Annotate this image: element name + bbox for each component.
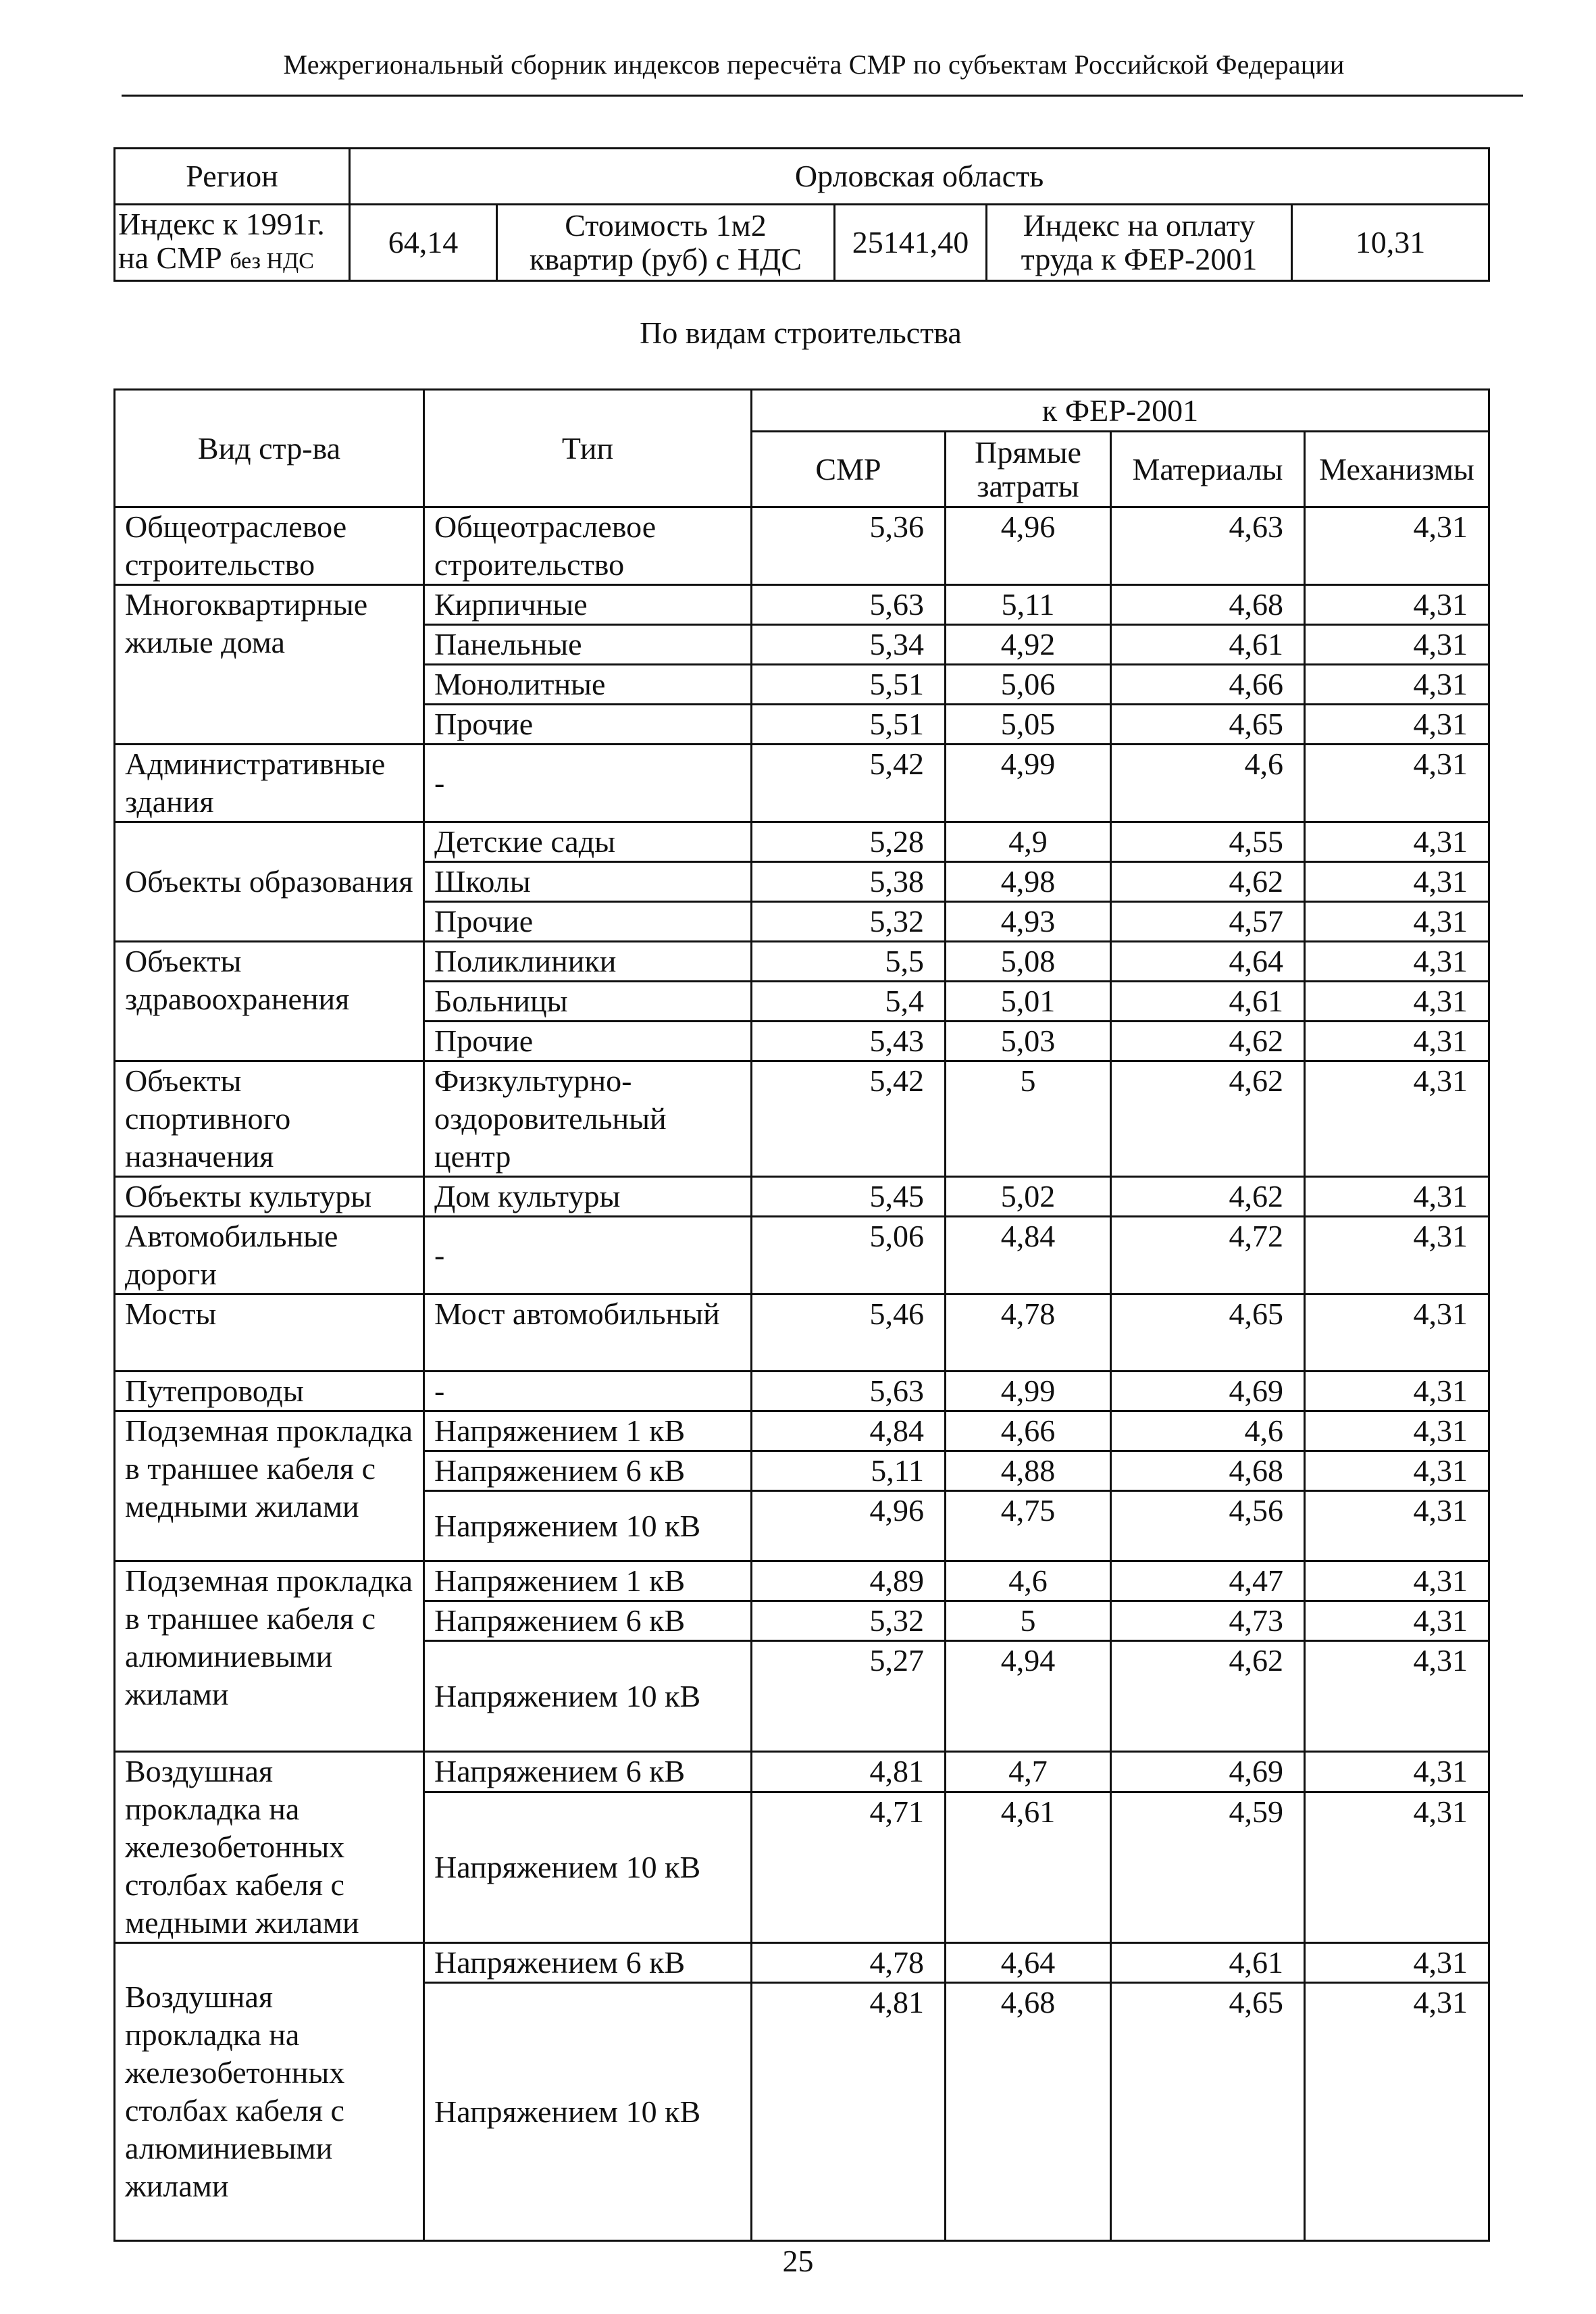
value-direct: 4,61: [946, 1792, 1111, 1942]
value-direct: 4,66: [946, 1411, 1111, 1451]
value-smr: 5,46: [752, 1294, 946, 1372]
value-materials: 4,64: [1111, 942, 1305, 982]
header-direct: Прямые затраты: [946, 432, 1111, 507]
header-materials: Материалы: [1111, 432, 1305, 507]
value-machines: 4,31: [1305, 585, 1489, 625]
value-machines: 4,31: [1305, 822, 1489, 862]
construction-type: Дом культуры: [424, 1177, 752, 1217]
value-materials: 4,55: [1111, 822, 1305, 862]
value-direct: 4,92: [946, 625, 1111, 665]
table-row: [115, 585, 1489, 625]
value-machines: 4,31: [1305, 507, 1489, 585]
region-index-row: [115, 205, 1489, 281]
value-machines: 4,31: [1305, 1372, 1489, 1411]
page-header-title: Межрегиональный сборник индексов пересчёта СМР по субъектам Российской Федерации: [283, 49, 1345, 80]
table-row: [115, 1177, 1489, 1217]
index-label-line2: на СМР: [118, 240, 222, 275]
value-direct: 5: [946, 1601, 1111, 1641]
construction-type: Прочие: [424, 902, 752, 942]
value-materials: 4,72: [1111, 1217, 1305, 1294]
value-materials: 4,47: [1111, 1561, 1305, 1601]
index-label-line1: Индекс к 1991г.: [118, 206, 325, 241]
value-machines: 4,31: [1305, 1177, 1489, 1217]
value-machines: 4,31: [1305, 862, 1489, 902]
value-smr: 5,27: [752, 1641, 946, 1752]
value-materials: 4,69: [1111, 1752, 1305, 1792]
construction-kind: Мосты: [115, 1294, 424, 1372]
value-smr: 5,45: [752, 1177, 946, 1217]
labor-label-line2: труда к ФЕР-2001: [1021, 242, 1258, 276]
value-direct: 4,78: [946, 1294, 1111, 1372]
value-direct: 5,05: [946, 705, 1111, 745]
value-materials: 4,68: [1111, 585, 1305, 625]
value-direct: 5,08: [946, 942, 1111, 982]
cost-value: 25141,40: [835, 205, 987, 281]
header-fer-group: к ФЕР-2001: [752, 390, 1489, 432]
value-direct: 4,98: [946, 862, 1111, 902]
value-machines: 4,31: [1305, 1294, 1489, 1372]
value-direct: 4,9: [946, 822, 1111, 862]
construction-type: Прочие: [424, 705, 752, 745]
table-row: [115, 1561, 1489, 1601]
value-smr: 4,71: [752, 1792, 946, 1942]
value-smr: 4,84: [752, 1411, 946, 1451]
table-row: [115, 1061, 1489, 1177]
value-machines: 4,31: [1305, 902, 1489, 942]
value-smr: 4,78: [752, 1943, 946, 1983]
region-label: Регион: [115, 149, 350, 205]
value-smr: 5,42: [752, 1061, 946, 1177]
value-materials: 4,61: [1111, 625, 1305, 665]
value-direct: 4,94: [946, 1641, 1111, 1752]
table-row: [115, 1372, 1489, 1411]
construction-type: Кирпичные: [424, 585, 752, 625]
value-machines: 4,31: [1305, 1561, 1489, 1601]
value-materials: 4,68: [1111, 1451, 1305, 1491]
construction-kind: Подземная прокладка в траншее кабеля с медными жилами: [115, 1411, 424, 1561]
value-smr: 4,81: [752, 1752, 946, 1792]
section-title: По видам строительства: [640, 316, 962, 350]
value-machines: 4,31: [1305, 1641, 1489, 1752]
value-materials: 4,59: [1111, 1792, 1305, 1942]
value-machines: 4,31: [1305, 625, 1489, 665]
construction-type: Напряжением 10 кВ: [424, 1491, 752, 1561]
value-materials: 4,65: [1111, 1983, 1305, 2241]
value-materials: 4,62: [1111, 1177, 1305, 1217]
header-rule: [122, 95, 1523, 97]
value-materials: 4,73: [1111, 1601, 1305, 1641]
value-machines: 4,31: [1305, 1983, 1489, 2241]
table-row: [115, 1411, 1489, 1451]
value-smr: 5,36: [752, 507, 946, 585]
value-machines: 4,31: [1305, 1411, 1489, 1451]
value-smr: 5,42: [752, 745, 946, 822]
construction-type: Напряжением 6 кВ: [424, 1943, 752, 1983]
value-materials: 4,62: [1111, 1641, 1305, 1752]
cost-label: [497, 205, 835, 281]
header-type: Тип: [424, 390, 752, 507]
coefficients-table: [113, 388, 1490, 2242]
value-direct: 4,99: [946, 745, 1111, 822]
header-kind: Вид стр-ва: [115, 390, 424, 507]
construction-kind: Общеотраслевое строительство: [115, 507, 424, 585]
construction-type: Прочие: [424, 1022, 752, 1061]
construction-type: Напряжением 6 кВ: [424, 1451, 752, 1491]
value-materials: 4,61: [1111, 982, 1305, 1022]
value-direct: 5,06: [946, 665, 1111, 705]
value-smr: 4,96: [752, 1491, 946, 1561]
table-row: [115, 507, 1489, 585]
value-direct: 4,84: [946, 1217, 1111, 1294]
value-direct: 5,02: [946, 1177, 1111, 1217]
labor-value: 10,31: [1292, 205, 1489, 281]
labor-label-line1: Индекс на оплату: [1023, 208, 1256, 243]
construction-type: Детские сады: [424, 822, 752, 862]
construction-type: Напряжением 6 кВ: [424, 1752, 752, 1792]
table-row: [115, 1294, 1489, 1372]
value-machines: 4,31: [1305, 1451, 1489, 1491]
construction-type: Напряжением 10 кВ: [424, 1792, 752, 1942]
value-materials: 4,62: [1111, 862, 1305, 902]
cost-label-line2: квартир (руб) с НДС: [529, 242, 802, 276]
construction-kind: Подземная прокладка в траншее кабеля с алюминиевыми жилами: [115, 1561, 424, 1752]
construction-type: Напряжением 10 кВ: [424, 1983, 752, 2241]
construction-type: Напряжением 10 кВ: [424, 1641, 752, 1752]
construction-kind: Объекты здравоохранения: [115, 942, 424, 1061]
construction-type: Физкультурно-оздоровительный центр: [424, 1061, 752, 1177]
page-number: 25: [782, 2244, 814, 2278]
value-smr: 5,4: [752, 982, 946, 1022]
value-direct: 4,88: [946, 1451, 1111, 1491]
value-smr: 5,32: [752, 1601, 946, 1641]
value-materials: 4,61: [1111, 1943, 1305, 1983]
construction-type: -: [424, 1217, 752, 1294]
construction-kind: Автомобильные дороги: [115, 1217, 424, 1294]
value-smr: 5,38: [752, 862, 946, 902]
value-materials: 4,62: [1111, 1022, 1305, 1061]
value-machines: 4,31: [1305, 745, 1489, 822]
labor-label: [987, 205, 1292, 281]
construction-type: Школы: [424, 862, 752, 902]
value-machines: 4,31: [1305, 982, 1489, 1022]
region-row: [115, 149, 1489, 205]
construction-type: -: [424, 745, 752, 822]
construction-type: -: [424, 1372, 752, 1411]
value-machines: 4,31: [1305, 665, 1489, 705]
value-smr: 5,11: [752, 1451, 946, 1491]
value-smr: 5,51: [752, 665, 946, 705]
value-materials: 4,65: [1111, 705, 1305, 745]
table-row: [115, 745, 1489, 822]
value-smr: 5,06: [752, 1217, 946, 1294]
header-smr: СМР: [752, 432, 946, 507]
value-smr: 5,32: [752, 902, 946, 942]
value-direct: 4,7: [946, 1752, 1111, 1792]
value-machines: 4,31: [1305, 1752, 1489, 1792]
value-materials: 4,56: [1111, 1491, 1305, 1561]
value-direct: 5,01: [946, 982, 1111, 1022]
value-smr: 5,28: [752, 822, 946, 862]
value-direct: 5,11: [946, 585, 1111, 625]
construction-type: Напряжением 1 кВ: [424, 1561, 752, 1601]
table-header-row: [115, 390, 1489, 432]
construction-type: Общеотраслевое строительство: [424, 507, 752, 585]
value-smr: 5,34: [752, 625, 946, 665]
value-machines: 4,31: [1305, 1601, 1489, 1641]
value-smr: 5,43: [752, 1022, 946, 1061]
construction-kind: Объекты культуры: [115, 1177, 424, 1217]
value-materials: 4,6: [1111, 745, 1305, 822]
value-direct: 4,75: [946, 1491, 1111, 1561]
value-smr: 5,63: [752, 1372, 946, 1411]
value-direct: 4,68: [946, 1983, 1111, 2241]
value-materials: 4,62: [1111, 1061, 1305, 1177]
construction-type: Больницы: [424, 982, 752, 1022]
value-smr: 5,63: [752, 585, 946, 625]
value-materials: 4,69: [1111, 1372, 1305, 1411]
region-name: Орловская область: [350, 149, 1489, 205]
value-direct: 4,93: [946, 902, 1111, 942]
table-row: [115, 942, 1489, 982]
construction-type: Панельные: [424, 625, 752, 665]
construction-type: Напряжением 1 кВ: [424, 1411, 752, 1451]
value-machines: 4,31: [1305, 705, 1489, 745]
value-machines: 4,31: [1305, 1792, 1489, 1942]
value-machines: 4,31: [1305, 942, 1489, 982]
header-machines: Механизмы: [1305, 432, 1489, 507]
cost-label-line1: Стоимость 1м2: [565, 208, 767, 243]
value-machines: 4,31: [1305, 1022, 1489, 1061]
index-label: [115, 205, 350, 281]
construction-kind: Многоквартирные жилые дома: [115, 585, 424, 745]
construction-kind: Объекты образования: [115, 822, 424, 942]
value-materials: 4,65: [1111, 1294, 1305, 1372]
value-direct: 4,96: [946, 507, 1111, 585]
table-row: [115, 1752, 1489, 1792]
construction-kind: Объекты спортивного назначения: [115, 1061, 424, 1177]
value-materials: 4,6: [1111, 1411, 1305, 1451]
value-direct: 5: [946, 1061, 1111, 1177]
index-label-note: без НДС: [230, 248, 314, 274]
table-row: [115, 822, 1489, 862]
value-smr: 5,51: [752, 705, 946, 745]
construction-type: Напряжением 6 кВ: [424, 1601, 752, 1641]
construction-kind: Путепроводы: [115, 1372, 424, 1411]
region-table: [113, 147, 1490, 282]
value-materials: 4,66: [1111, 665, 1305, 705]
construction-kind: Воздушная прокладка на железобетонных столбах кабеля с алюминиевыми жилами: [115, 1943, 424, 2241]
construction-kind: Административные здания: [115, 745, 424, 822]
value-materials: 4,57: [1111, 902, 1305, 942]
value-machines: 4,31: [1305, 1217, 1489, 1294]
value-direct: 5,03: [946, 1022, 1111, 1061]
construction-type: Монолитные: [424, 665, 752, 705]
value-smr: 5,5: [752, 942, 946, 982]
construction-type: Мост автомобильный: [424, 1294, 752, 1372]
value-smr: 4,81: [752, 1983, 946, 2241]
index-value: 64,14: [350, 205, 497, 281]
construction-kind: Воздушная прокладка на железобетонных столбах кабеля с медными жилами: [115, 1752, 424, 1943]
value-materials: 4,63: [1111, 507, 1305, 585]
value-direct: 4,64: [946, 1943, 1111, 1983]
table-row: [115, 1943, 1489, 1983]
construction-type: Поликлиники: [424, 942, 752, 982]
value-direct: 4,99: [946, 1372, 1111, 1411]
value-machines: 4,31: [1305, 1061, 1489, 1177]
table-row: [115, 1217, 1489, 1294]
value-smr: 4,89: [752, 1561, 946, 1601]
value-machines: 4,31: [1305, 1491, 1489, 1561]
value-direct: 4,6: [946, 1561, 1111, 1601]
value-machines: 4,31: [1305, 1943, 1489, 1983]
